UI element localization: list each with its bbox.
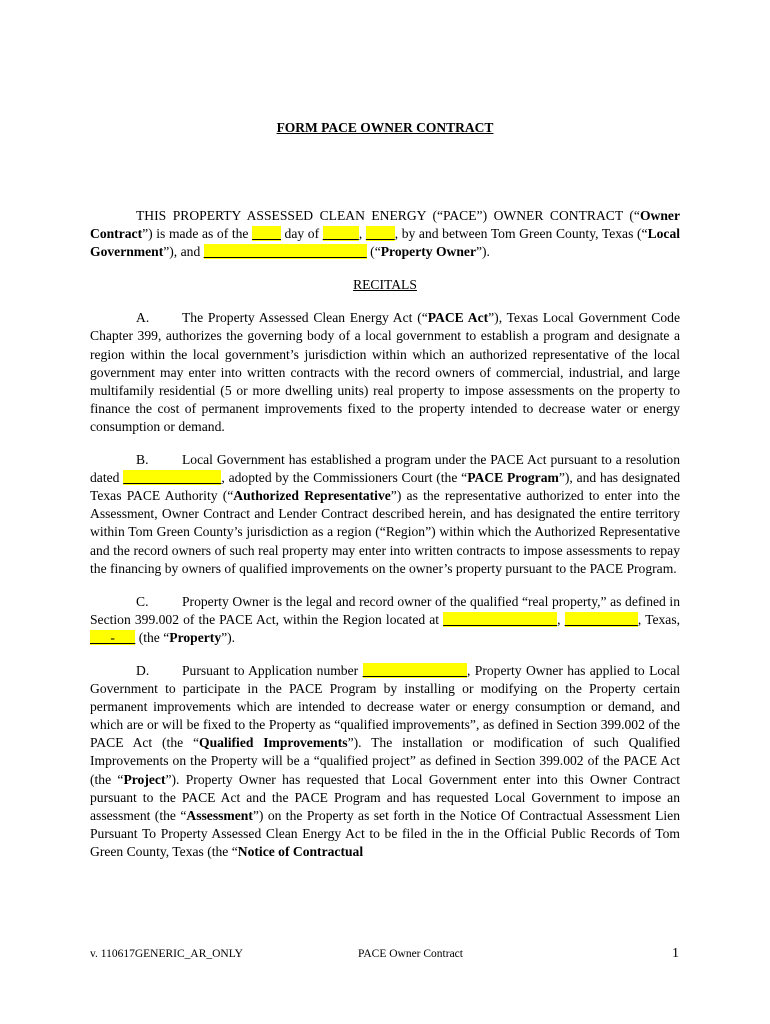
recitals-heading: RECITALS <box>353 277 417 293</box>
resolution-date-blank[interactable] <box>123 470 221 485</box>
document-title: FORM PACE OWNER CONTRACT <box>276 120 494 135</box>
street-address-blank[interactable] <box>443 612 557 627</box>
city-blank[interactable] <box>565 612 638 627</box>
pace-act-term: PACE Act <box>427 310 489 326</box>
owner-contract-term: Owner Contract <box>90 208 680 242</box>
recital-b-label: B. <box>136 452 149 468</box>
page-number: 1 <box>672 946 679 961</box>
notice-of-contractual-term: Notice of Contractual <box>237 843 364 859</box>
property-term: Property <box>169 629 222 645</box>
recital-d: D. Pursuant to Application number , Property Owner has applied to Local Government to participate in the PACE Program by installing or modifying on the Property certain permanent improvements which are intended to decrease water or energy consumption or demand, and which are or will be fixed to the Property as “qualified improvements”, as defined in Section 399.002 of the PACE Act (the “Qualified Improvements”). The installation or modification of such Qualified Improvements on the Property will be a “qualified project” as defined in Section 399.002 of the PACE Act (the “Project”). Property Owner has requested that Local Government enter into this Owner Contract pursuant to the PACE Act and the PACE Program and has requested Local Government to impose an assessment (the “Assessment”) on the Property as set forth in the Notice Of Contractual Assessment Lien Pursuant To Property Assessed Clean Energy Act to be filed in the in the Official Public Records of Tom Green County, Texas (the “Notice of Contractual <box>90 662 681 859</box>
project-term: Project <box>123 771 166 787</box>
recital-c-label: C. <box>136 593 149 609</box>
recital-a: A. The Property Assessed Clean Energy Act (“PACE Act”), Texas Local Government Code Chapter 399, authorizes the governing body of a local government to establish a program and designate a region within the local government’s jurisdiction within which an authorized representative of the local government may enter into written contracts with the record owners of commercial, industrial, and large multifamily residential (5 or more dwelling units) real property to impose assessments on the property to finance the cost of permanent improvements fixed to the property intended to decrease water or energy consumption or demand. <box>90 310 680 434</box>
footer-version: v. 110617GENERIC_AR_ONLY <box>90 948 243 960</box>
authorized-representative-term: Authorized Representative <box>233 488 391 504</box>
recital-c: C. Property Owner is the legal and record owner of the qualified “real property,” as defined in Section 399.002 of the PACE Act, within the Region located at , , Texas, - (the “Property”). <box>90 593 681 645</box>
pace-program-term: PACE Program <box>467 470 559 486</box>
document-body <box>90 207 680 861</box>
qualified-improvements-term: Qualified Improvements <box>199 735 348 751</box>
application-number-blank[interactable] <box>363 663 468 678</box>
day-blank[interactable] <box>252 226 281 241</box>
recital-a-label: A. <box>136 310 150 326</box>
recital-b: B. Local Government has established a program under the PACE Act pursuant to a resolution dated , adopted by the Commissioners Court (the “PACE Program”), and has designated Texas PACE Authority (“Authorized Representative”) as the representative authorized to enter into the Assessment, Owner Contract and Lender Contract described herein, and has designated the entire territory within Tom Green County’s jurisdiction as a region (“Region”) within which the Authorized Representative and the record owners of such real property may enter into written contracts to impose assessments to repay the financing by owners of qualified improvements on the owner’s property pursuant to the PACE Program. <box>90 452 681 576</box>
property-owner-name-blank[interactable] <box>204 244 367 259</box>
zip-code-blank[interactable]: - <box>90 630 135 645</box>
year-blank[interactable] <box>366 226 395 241</box>
month-blank[interactable] <box>323 226 359 241</box>
intro-paragraph: THIS PROPERTY ASSESSED CLEAN ENERGY (“PACE”) OWNER CONTRACT (“Owner Contract”) is made as of the day of , , by and between Tom Green County, Texas (“Local Government”), and (“Property Owner”). <box>90 208 681 260</box>
footer-document-name: PACE Owner Contract <box>358 948 463 960</box>
assessment-term: Assessment <box>186 807 253 823</box>
local-government-term: Local Government <box>90 226 681 260</box>
recital-d-label: D. <box>136 662 150 678</box>
property-owner-term: Property Owner <box>380 244 476 260</box>
